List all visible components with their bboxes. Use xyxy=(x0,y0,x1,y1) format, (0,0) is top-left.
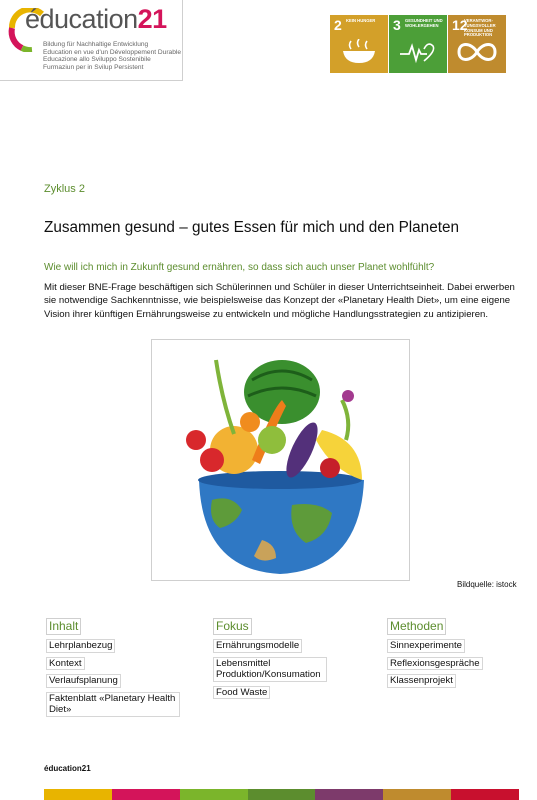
link-sinnexperimente[interactable]: Sinnexperimente xyxy=(387,639,465,653)
sdg-2-tile: 2 KEIN HUNGER xyxy=(330,15,388,73)
link-lehrplanbezug[interactable]: Lehrplanbezug xyxy=(46,639,115,653)
link-reflexionsgespraeche[interactable]: Reflexionsgespräche xyxy=(387,657,483,671)
globe-bowl-image xyxy=(151,339,410,581)
link-food-waste[interactable]: Food Waste xyxy=(213,686,270,700)
footer-bar-segment xyxy=(248,789,316,800)
heartbeat-icon xyxy=(398,39,438,65)
footer-bar-segment xyxy=(112,789,180,800)
link-ernaehrungsmodelle[interactable]: Ernährungsmodelle xyxy=(213,639,302,653)
column-methoden xyxy=(387,617,483,692)
link-klassenprojekt[interactable]: Klassenprojekt xyxy=(387,674,456,688)
footer-bar-segment xyxy=(383,789,451,800)
footer-bar-segment xyxy=(180,789,248,800)
link-verlaufsplanung[interactable]: Verlaufsplanung xyxy=(46,674,121,688)
bowl-icon xyxy=(339,39,379,65)
column-fokus xyxy=(213,617,327,703)
page-title: Zusammen gesund – gutes Essen für mich und den Planeten xyxy=(44,219,459,236)
link-faktenblatt[interactable]: Faktenblatt «Planetary Health Diet» xyxy=(46,692,180,717)
link-lebensmittel-produktion[interactable]: Lebensmittel Produktion/Konsumation xyxy=(213,657,327,682)
education21-logo xyxy=(0,0,183,81)
column-inhalt xyxy=(46,617,180,721)
footer-brand: éducation21 xyxy=(44,764,91,773)
globe-vegetables-illustration xyxy=(152,340,409,580)
column-heading-inhalt: Inhalt xyxy=(46,618,81,635)
logo-wordmark: éducation21 xyxy=(25,4,167,34)
link-kontext[interactable]: Kontext xyxy=(46,657,85,671)
image-credit: Bildquelle: istock xyxy=(457,580,517,589)
sdg-12-tile: 12 VERANTWOR-TUNGSVOLLER KONSUM UND PRODUKTION xyxy=(448,15,506,73)
intro-paragraph: Mit dieser BNE-Frage beschäftigen sich Schülerinnen und Schüler in dieser Unterrichtseinheit. Dabei erwerben sie notwendige Sachkenntnisse, wie beispielsweise das Konzept der «Planetary Health Diet», um eine eigene Vision ihrer künftigen Ernährungsweise zu entwickeln und mögliche Handlungsstrategien zu antizipieren. xyxy=(44,282,515,320)
footer-bar-segment xyxy=(451,789,519,800)
column-heading-methoden: Methoden xyxy=(387,618,446,635)
cycle-label: Zyklus 2 xyxy=(44,183,85,195)
guiding-question: Wie will ich mich in Zukunft gesund ernähren, so dass sich auch unser Planet wohlfühlt? xyxy=(44,262,435,273)
sdg-3-tile: 3 GESUNDHEIT UND WOHLERGEHEN xyxy=(389,15,447,73)
footer-color-bar xyxy=(44,789,519,800)
infinity-icon xyxy=(457,39,497,65)
footer-bar-segment xyxy=(44,789,112,800)
footer-bar-segment xyxy=(315,789,383,800)
logo-tagline: Bildung für Nachhaltige Entwicklung Education en vue d'un Développement Durable Educazione allo Sviluppo Sostenibile Furmaziun per in Svilup Persistent xyxy=(43,41,181,71)
column-heading-fokus: Fokus xyxy=(213,618,252,635)
